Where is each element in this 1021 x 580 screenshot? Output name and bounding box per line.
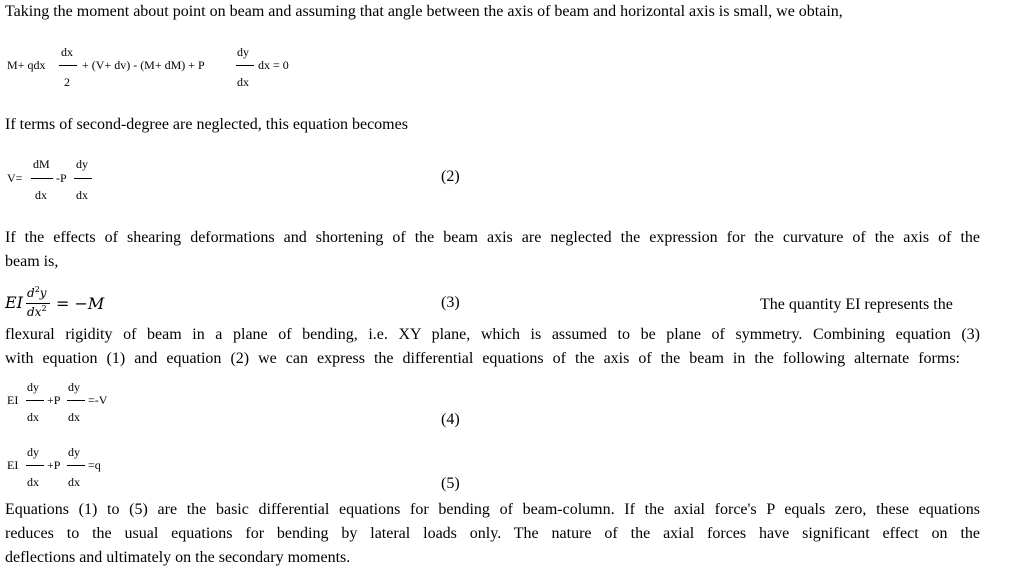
eq4-frac1-denominator: dx xyxy=(27,410,39,424)
eq2-frac2-numerator: dy xyxy=(76,157,88,171)
eq1-frac2-denominator: dx xyxy=(237,75,249,89)
eq1-term-a: M+ qdx xyxy=(7,58,46,72)
eq1-frac1-bar xyxy=(59,65,77,66)
eq3-denominator-exponent: 2 xyxy=(41,304,47,313)
eq4-mid: +P xyxy=(47,393,61,407)
eq3-numerator-y: y xyxy=(39,286,47,300)
eq2-frac2-denominator: dx xyxy=(76,188,88,202)
eq2-number: (2) xyxy=(441,168,460,185)
eq5-lhs: EI xyxy=(7,458,19,472)
eq4-lhs: EI xyxy=(7,393,19,407)
eq2-frac1-denominator: dx xyxy=(35,188,47,202)
paragraph-flexural-line3: with equation (1) and equation (2) we can express the differential equations of the axis of the beam in the following alternate forms: xyxy=(5,350,960,367)
eq1-frac2-bar xyxy=(236,65,254,66)
eq4-frac1-bar xyxy=(26,400,44,401)
paragraph-flexural-tail: The quantity EI represents the xyxy=(760,296,953,313)
eq4-number: (4) xyxy=(441,411,460,428)
eq5-frac2-denominator: dx xyxy=(68,475,80,489)
eq4-frac2-bar xyxy=(67,400,85,401)
paragraph-curvature-line2: beam is, xyxy=(5,253,59,270)
eq5-mid: +P xyxy=(47,458,61,472)
eq3-numerator-exponent: 2 xyxy=(34,285,40,294)
eq2-frac2-bar xyxy=(74,178,92,179)
eq3-denominator-dx: dx xyxy=(27,305,42,319)
eq3-numerator-d: d xyxy=(27,286,35,300)
paragraph-conclusion-line3: deflections and ultimately on the secondary moments. xyxy=(5,549,351,566)
eq2-frac1-numerator: dM xyxy=(33,157,50,171)
eq5-frac1-bar xyxy=(26,465,44,466)
eq1-frac1-numerator: dx xyxy=(61,45,73,59)
paragraph-conclusion-line1: Equations (1) to (5) are the basic differential equations for bending of beam-column. If the axial force's P equals zero, these equations xyxy=(5,501,980,518)
eq1-frac1-denominator: 2 xyxy=(64,75,70,89)
eq5-frac2-numerator: dy xyxy=(68,445,80,459)
eq5-number: (5) xyxy=(441,475,460,492)
eq3-rhs: = −M xyxy=(56,294,105,313)
eq3-denominator xyxy=(27,304,47,319)
eq1-term-b: + (V+ dv) - (M+ dM) + P xyxy=(82,58,205,72)
eq5-frac1-denominator: dx xyxy=(27,475,39,489)
eq4-frac1-numerator: dy xyxy=(27,380,39,394)
eq2-lhs: V= xyxy=(7,171,23,185)
eq3-number: (3) xyxy=(441,294,460,311)
eq4-frac2-denominator: dx xyxy=(68,410,80,424)
eq1-frac2-numerator: dy xyxy=(237,45,249,59)
eq3-ei: EI xyxy=(5,293,23,312)
paragraph-flexural-line2: flexural rigidity of beam in a plane of bending, i.e. XY plane, which is assumed to be plane of symmetry. Combining equation (3) xyxy=(5,326,980,343)
eq4-rhs: =-V xyxy=(88,393,108,407)
eq2-mid: -P xyxy=(56,171,67,185)
eq1-term-c: dx = 0 xyxy=(258,58,289,72)
paragraph-curvature-line1: If the effects of shearing deformations and shortening of the beam axis are neglected the expression for the curvature of the axis of the xyxy=(5,229,980,246)
eq5-frac2-bar xyxy=(67,465,85,466)
eq2-frac1-bar xyxy=(31,178,53,179)
paragraph-second-degree: If terms of second-degree are neglected, this equation becomes xyxy=(5,116,408,133)
paragraph-conclusion-line2: reduces to the usual equations for bending by lateral loads only. The nature of the axial forces have significant effect on the xyxy=(5,525,980,542)
eq4-frac2-numerator: dy xyxy=(68,380,80,394)
eq3-numerator xyxy=(27,285,47,300)
eq5-frac1-numerator: dy xyxy=(27,445,39,459)
eq5-rhs: =q xyxy=(88,458,101,472)
paragraph-moment-intro: Taking the moment about point on beam and assuming that angle between the axis of beam and horizontal axis is small, we obtain, xyxy=(5,3,843,20)
